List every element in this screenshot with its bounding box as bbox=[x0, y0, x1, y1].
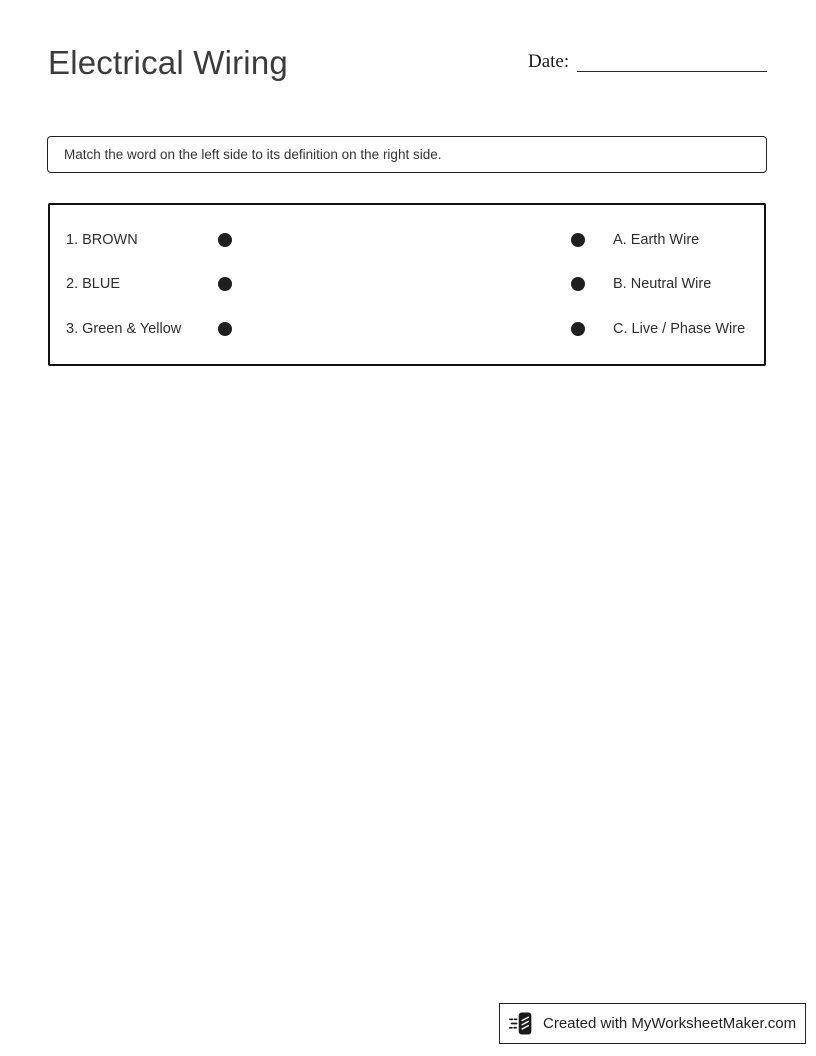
match-left-label: 2. BLUE bbox=[66, 276, 120, 293]
match-dot-right-2 bbox=[571, 277, 585, 291]
match-dot-right-1 bbox=[571, 233, 585, 247]
match-row-2 bbox=[50, 262, 764, 306]
flying-notebook-icon bbox=[509, 1010, 536, 1037]
match-dot-left-3 bbox=[218, 322, 232, 336]
page-title: Electrical Wiring bbox=[48, 44, 288, 81]
match-right-label: C. Live / Phase Wire bbox=[613, 320, 746, 337]
match-dot-left-1 bbox=[218, 233, 232, 247]
match-left-label: 3. Green & Yellow bbox=[66, 320, 182, 337]
instruction-text: Match the word on the left side to its definition on the right side. bbox=[64, 147, 442, 162]
instruction-box bbox=[47, 136, 767, 173]
match-right-label: A. Earth Wire bbox=[613, 232, 700, 249]
match-dot-left-2 bbox=[218, 277, 232, 291]
date-block bbox=[528, 51, 767, 73]
match-row-1 bbox=[50, 218, 764, 262]
match-row-3 bbox=[50, 307, 764, 351]
matching-exercise-box bbox=[48, 203, 766, 366]
match-right-label: B. Neutral Wire bbox=[613, 276, 712, 293]
credit-text: Created with MyWorksheetMaker.com bbox=[543, 1015, 797, 1032]
match-dot-right-3 bbox=[571, 322, 585, 336]
match-left-label: 1. BROWN bbox=[66, 232, 138, 249]
date-fill-in-line bbox=[577, 71, 767, 72]
date-label: Date: bbox=[528, 51, 570, 72]
credit-box bbox=[499, 1003, 806, 1044]
